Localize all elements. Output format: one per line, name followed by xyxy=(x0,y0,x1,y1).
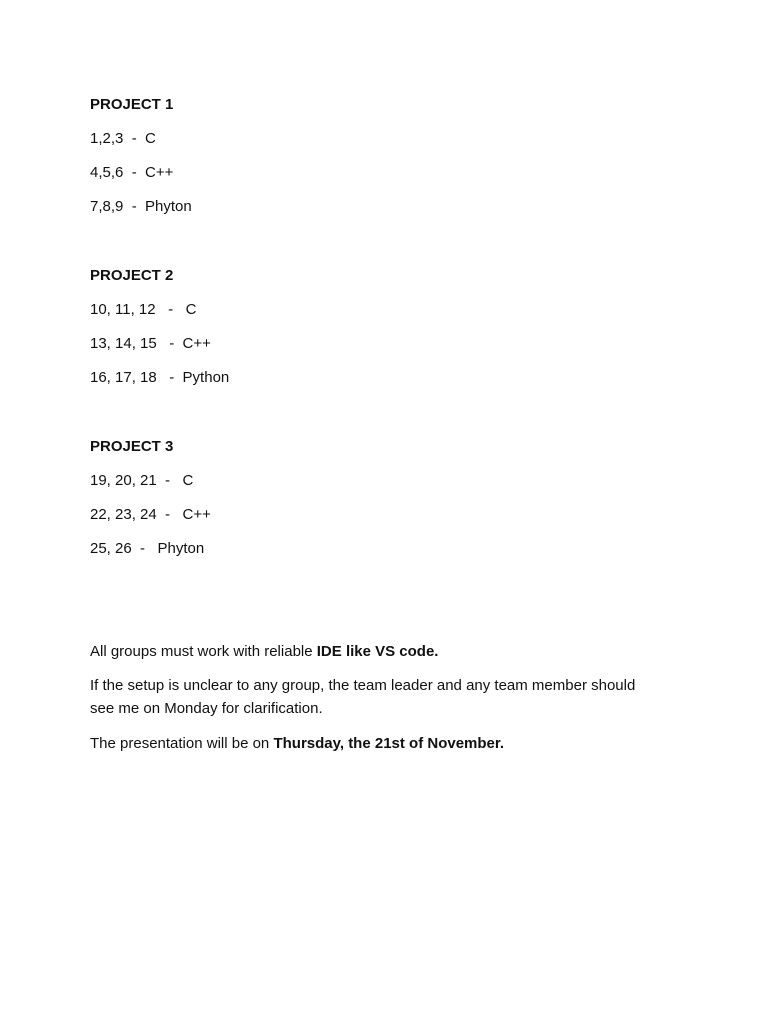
presentation-note-text: The presentation will be on xyxy=(90,735,274,752)
project-1-line-1: 1,2,3 - C xyxy=(90,130,156,147)
ide-note-emphasis: IDE like VS code. xyxy=(316,643,439,660)
project-1-line-3: 7,8,9 - Phyton xyxy=(90,198,192,215)
project-2-line-1: 10, 11, 12 - C xyxy=(90,301,197,318)
presentation-note xyxy=(90,732,650,755)
ide-note-text: All groups must work with reliable xyxy=(90,643,317,660)
setup-note: If the setup is unclear to any group, the team leader and any team member should see me on Monday for clarification. xyxy=(90,677,636,717)
project-1-line-2: 4,5,6 - C++ xyxy=(90,164,174,181)
project-3-line-2: 22, 23, 24 - C++ xyxy=(90,506,211,523)
project-2-line-3: 16, 17, 18 - Python xyxy=(90,369,230,386)
project-3-line-1: 19, 20, 21 - C xyxy=(90,472,194,489)
ide-note xyxy=(90,640,650,663)
project-2-line-2: 13, 14, 15 - C++ xyxy=(90,335,211,352)
project-3-heading: PROJECT 3 xyxy=(90,438,174,455)
project-3-line-3: 25, 26 - Phyton xyxy=(90,540,205,557)
project-1-heading: PROJECT 1 xyxy=(90,96,174,113)
presentation-date: Thursday, the 21st of November. xyxy=(273,735,505,752)
project-2-heading: PROJECT 2 xyxy=(90,267,174,284)
